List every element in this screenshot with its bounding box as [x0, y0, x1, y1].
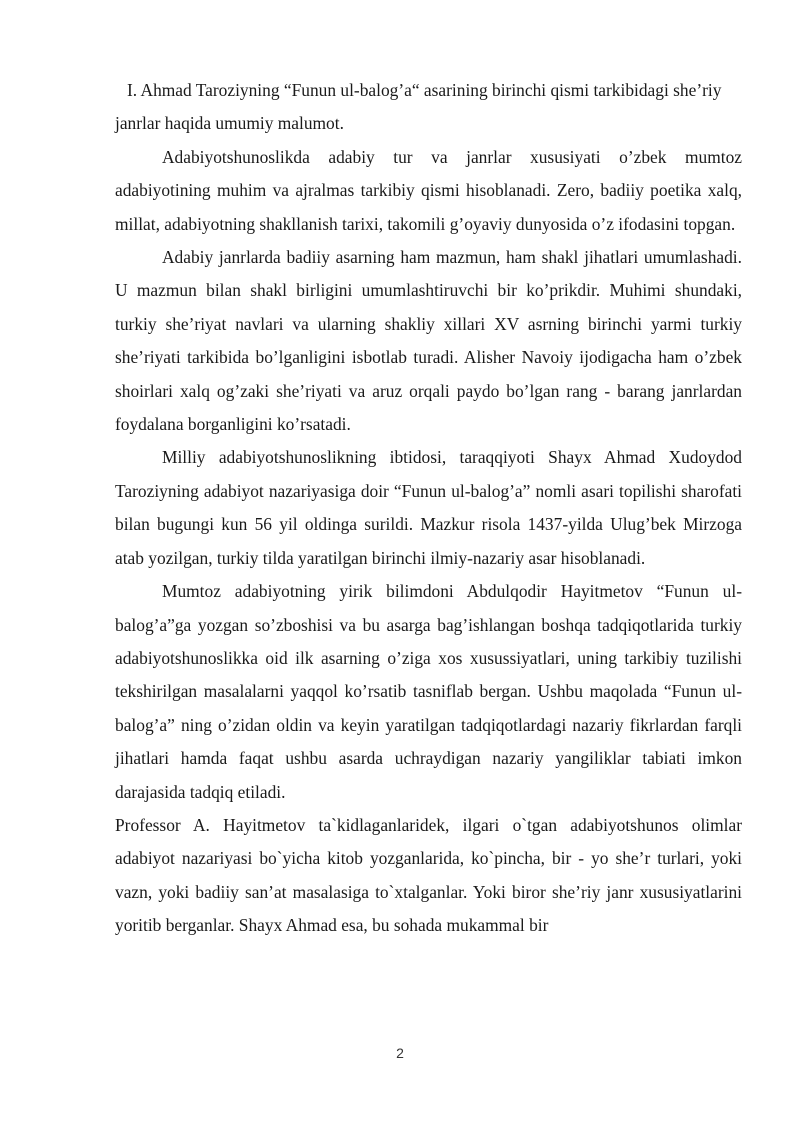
paragraph-2: Adabiy janrlarda badiiy asarning ham mazmun, ham shakl jihatlari umumlashadi. U mazmun bilan shakl birligini umumlashtiruvchi bir ko’prikdir. Muhimi shundaki, turkiy she’riyat navlari va ularning shakliy xillari XV asrning birinchi yarmi turkiy she’riyati tarkibida bo’lganligini isbotlab turadi. Alisher Navoiy ijodigacha ham o’zbek shoirlari xalq og’zaki she’riyati va aruz orqali paydo bo’lgan rang - barang janrlardan foydalana borganligini ko’rsatadi. — [115, 247, 742, 435]
paragraph-4: Mumtoz adabiyotning yirik bilimdoni Abdulqodir Hayitmetov “Funun ul-balog’a”ga yozgan so’zboshisi va bu asarga bag’ishlangan boshqa tadqiqotlarida turkiy adabiyotshunoslikka oid ilk asarning o’ziga xos xusussiyatlari, uning tarkibiy tuzilishi tekshirilgan masalalarni yaqqol ko’rsatib tasniflab bergan. Ushbu maqolada “Funun ul-balog’a” ning o’zidan oldin va keyin yaratilgan tadqiqotlardagi nazariy fikrlardan farqli jihatlari hamda faqat ushbu asarda uchraydigan nazariy yangiliklar tabiati imkon darajasida tadqiq etiladi. — [115, 581, 742, 802]
document-body — [115, 74, 742, 943]
page-number: 2 — [396, 1045, 404, 1061]
paragraph-1: Adabiyotshunoslikda adabiy tur va janrlar xususiyati o’zbek mumtoz adabiyotining muhim va ajralmas tarkibiy qismi hisoblanadi. Zero, badiiy poetika xalq, millat, adabiyotning shakllanish tarixi, takomili g’oyaviy dunyosida o’z ifodasini topgan. — [115, 146, 742, 234]
section-heading: I. Ahmad Taroziyning “Funun ul-balog’a“ asarining birinchi qismi tarkibidagi she’riy janrlar haqida umumiy malumot. — [115, 80, 722, 134]
paragraph-3: Milliy adabiyotshunoslikning ibtidosi, taraqqiyoti Shayx Ahmad Xudoydod Taroziyning adabiyot nazariyasiga doir “Funun ul-balog’a” nomli asari topilishi sharofati bilan bugungi kun 56 yil oldinga surildi. Mazkur risola 1437-yilda Ulug’bek Mirzoga atab yozilgan, turkiy tilda yaratilgan birinchi ilmiy-nazariy asar hisoblanadi. — [115, 447, 742, 568]
paragraph-5: Professor A. Hayitmetov ta`kidlaganlaridek, ilgari o`tgan adabiyotshunos olimlar adabiyot nazariyasi bo`yicha kitob yozganlarida, ko`pincha, bir - yo she’r turlari, yoki vazn, yoki badiiy san’at masalasiga to`xtalganlar. Yoki biror she’riy janr xususiyatlarini yoritib berganlar. Shayx Ahmad esa, bu sohada mukammal bir — [115, 814, 742, 936]
